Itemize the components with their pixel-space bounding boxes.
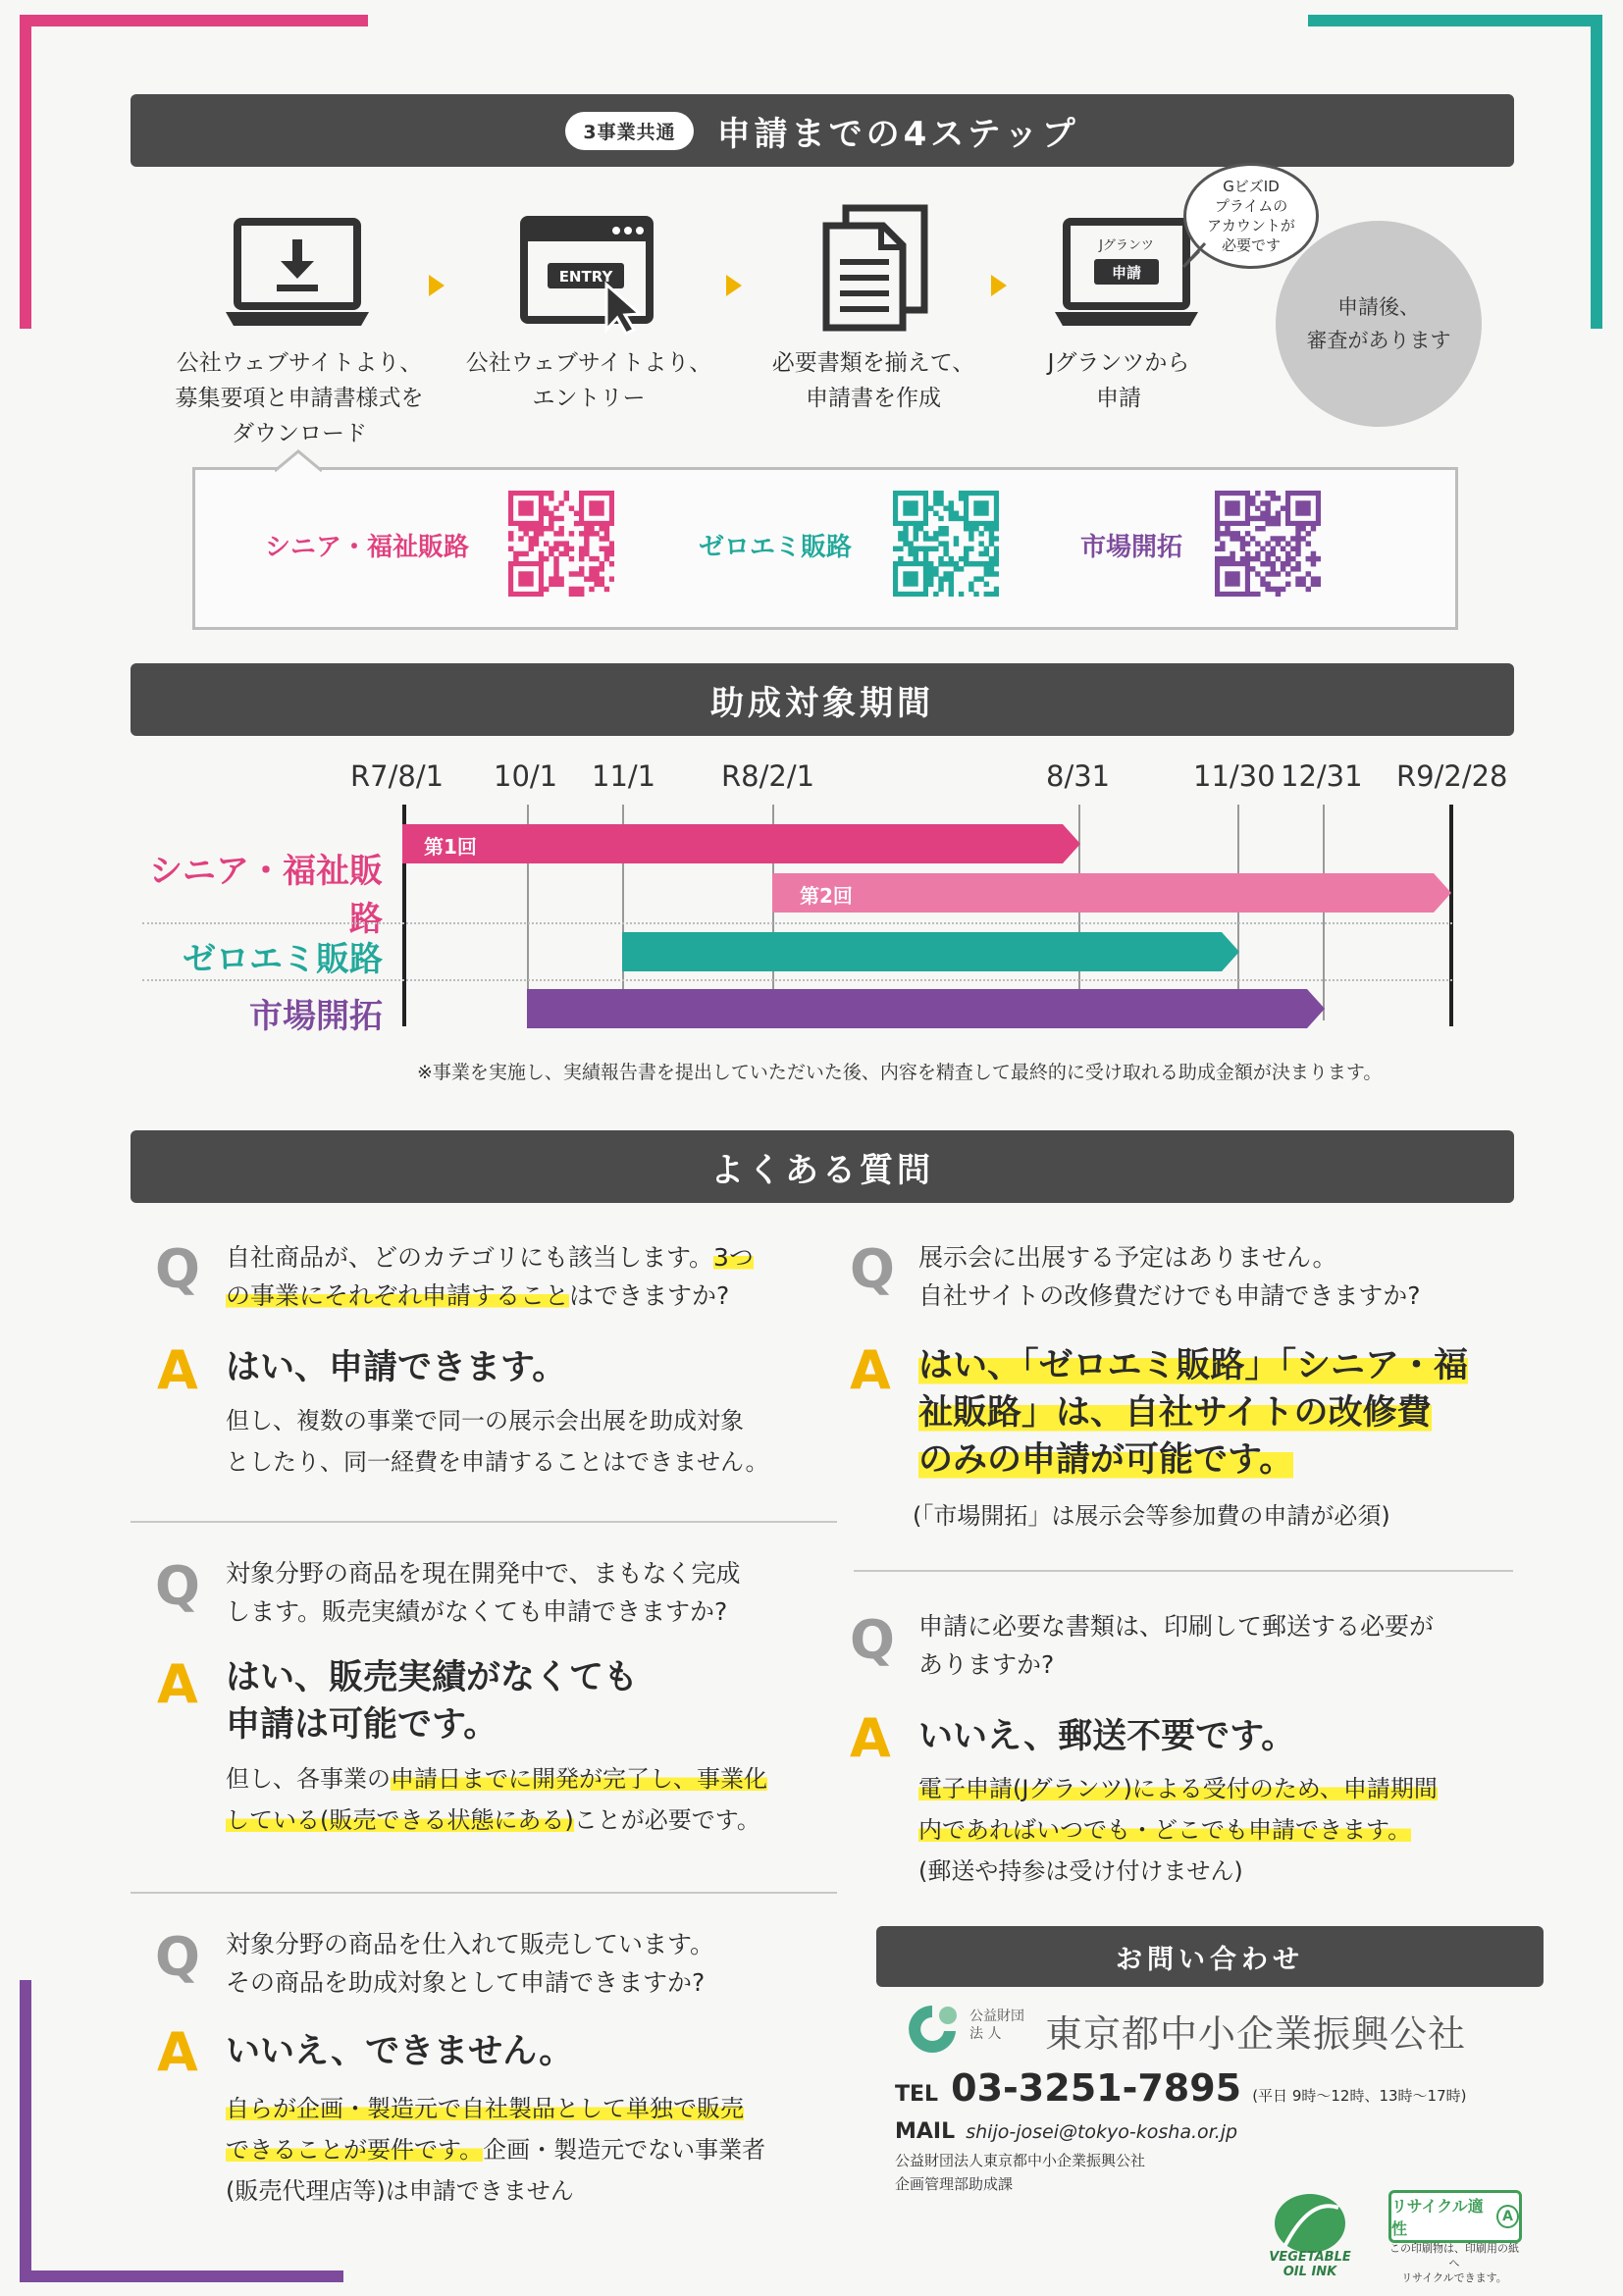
- a-mark: A: [157, 1653, 198, 1715]
- q-mark: Q: [155, 1926, 200, 1988]
- recycle-note-line: リサイクルできます。: [1401, 2271, 1507, 2284]
- tel-row: [895, 2066, 1466, 2110]
- corner-accent-purple: [20, 2270, 343, 2282]
- a-mark: A: [157, 1339, 198, 1401]
- dept-info: [895, 2149, 1145, 2196]
- q-text: 自社サイトの改修費だけでも申請できますか?: [918, 1281, 1421, 1310]
- timeline-tick-label: 11/30: [1193, 759, 1276, 793]
- bubble-line: プライムの: [1214, 197, 1288, 215]
- jgrants-apply-text: 申請: [1111, 264, 1142, 282]
- answer-highlight: のみの申請が可能です。: [918, 1440, 1294, 1480]
- note-highlight: している(販売できる状態にある): [226, 1806, 574, 1834]
- dept-line: 企画管理部助成課: [895, 2175, 1014, 2193]
- q-text: 対象分野の商品を現在開発中で、まもなく完成: [226, 1559, 741, 1588]
- faq-5-question: [918, 1607, 1527, 1684]
- note-text: (販売代理店等)は申請できません: [226, 2177, 574, 2205]
- note-text: 但し、各事業の: [226, 1765, 391, 1793]
- q-text: 展示会に出展する予定はありません。: [918, 1243, 1337, 1272]
- faq-4-note: (「市場開拓」は展示会等参加費の申請が必須): [913, 1502, 1390, 1530]
- kosha-logo-icon: [903, 2002, 962, 2053]
- faq-5-note: [918, 1768, 1527, 1892]
- caption-line: ダウンロード: [232, 421, 367, 446]
- caption-line: エントリー: [532, 386, 646, 411]
- faq-2-question: [226, 1554, 834, 1631]
- note-line: 但し、複数の事業で同一の展示会出展を助成対象: [226, 1407, 744, 1435]
- timeline-bar-tag: 第1回: [424, 835, 477, 859]
- caption-line: 申請: [1096, 386, 1141, 411]
- timeline-row-divider: [142, 979, 1452, 981]
- note-highlight: できることが要件です。: [226, 2136, 484, 2164]
- bubble-line: アカウントが: [1207, 217, 1295, 235]
- q-text: はできますか?: [569, 1281, 730, 1310]
- corner-accent-purple-vertical: [20, 1980, 31, 2282]
- timeline-gridline: [1237, 805, 1239, 1020]
- faq-4-question: [918, 1238, 1527, 1315]
- caption-line: 公社ウェブサイトより、: [465, 350, 712, 376]
- recycle-note: [1386, 2241, 1523, 2285]
- qr-label-senior: シニア・福祉販路: [265, 533, 470, 562]
- vegetable-oil-ink-mark: [1256, 2188, 1364, 2278]
- faq-5-answer: いいえ、郵送不要です。: [918, 1717, 1296, 1756]
- org-prefix-line: 公益財団: [969, 2009, 1024, 2024]
- entry-text: ENTRY: [558, 268, 613, 286]
- faq-divider: [131, 1892, 837, 1894]
- period-footnote: ※事業を実施し、実績報告書を提出していただいた後、内容を精査して最終的に受け取れる助成金額が決まります。: [417, 1062, 1383, 1083]
- a-mark: A: [850, 1339, 891, 1401]
- dept-line: 公益財団法人東京都中小企業振興公社: [895, 2152, 1146, 2169]
- timeline-row-divider: [142, 922, 1452, 924]
- tel-hours: (平日 9時～12時、13時～17時): [1252, 2087, 1467, 2105]
- q-text: 申請に必要な書類は、印刷して郵送する必要が: [918, 1612, 1435, 1641]
- q-text: ありますか?: [918, 1650, 1055, 1679]
- review-note-line: 申請後、: [1337, 295, 1420, 319]
- faq-1-question: [226, 1238, 814, 1315]
- a-mark: A: [850, 1707, 891, 1769]
- timeline-bar: [622, 932, 1239, 971]
- caption-line: 必要書類を揃えて、: [771, 350, 975, 376]
- timeline-bar-tag: 第2回: [800, 884, 853, 908]
- timeline-gridline: [1323, 805, 1325, 1020]
- tel-label: TEL: [895, 2082, 939, 2107]
- note-text: ことが必要です。: [573, 1806, 760, 1834]
- faq-1-note: [226, 1400, 834, 1483]
- review-note-line: 審査があります: [1306, 329, 1451, 352]
- recycle-mark: [1388, 2190, 1522, 2243]
- steps-title: 申請までの4ステップ: [716, 114, 1079, 154]
- caption-line: 申請書を作成: [806, 386, 941, 411]
- q-text: します。販売実績がなくても申請できますか?: [226, 1597, 728, 1626]
- q-mark: Q: [155, 1238, 200, 1300]
- note-highlight: 内であればいつでも・どこでも申請できます。: [918, 1816, 1412, 1844]
- timeline-tick-label: R9/2/28: [1396, 759, 1508, 793]
- q-highlight: 3つ: [713, 1243, 754, 1272]
- q-text: その商品を助成対象として申請できますか?: [226, 1968, 706, 1997]
- faq-2-note: [226, 1758, 834, 1841]
- timeline-tick-label: 10/1: [494, 759, 558, 793]
- note-highlight: 電子申請(Jグランツ)による受付のため、申請期間: [918, 1775, 1438, 1802]
- faq-3-note: [226, 2088, 854, 2212]
- a-mark: A: [157, 2021, 198, 2083]
- recycle-title: リサイクル適性: [1391, 2197, 1484, 2238]
- qr-label-market: 市場開拓: [1080, 533, 1183, 562]
- timeline-row-label: シニア・福祉販路: [149, 852, 383, 939]
- q-text: 対象分野の商品を仕入れて販売しています。: [226, 1930, 715, 1958]
- q-text: 自社商品が、どのカテゴリにも該当します。: [226, 1243, 714, 1272]
- note-highlight: 自らが企画・製造元で自社製品として単独で販売: [226, 2095, 744, 2122]
- faq-divider: [131, 1521, 837, 1523]
- faq-4-answer: [918, 1342, 1546, 1484]
- bubble-line: 必要です: [1221, 236, 1281, 254]
- note-text: (郵送や持参は受け付けません): [918, 1857, 1243, 1885]
- answer-highlight: 祉販路」は、自社サイトの改修費: [918, 1393, 1432, 1433]
- q-mark: Q: [850, 1238, 895, 1300]
- faq-3-question: [226, 1925, 834, 2002]
- answer-line: はい、販売実績がなくても: [226, 1658, 639, 1697]
- timeline-tick-label: R7/8/1: [350, 759, 445, 793]
- answer-highlight: はい、「ゼロエミ販路」「シニア・福: [918, 1346, 1469, 1385]
- q-highlight: の事業にそれぞれ申請すること: [226, 1281, 570, 1310]
- recycle-grade: A: [1496, 2205, 1519, 2228]
- caption-line: Jグランツから: [1047, 350, 1190, 376]
- veg-ink-line: VEGETABLE: [1269, 2250, 1351, 2265]
- org-name: 東京都中小企業振興公社: [1045, 2012, 1467, 2056]
- veg-ink-line: OIL INK: [1283, 2265, 1337, 2278]
- timeline-row-label: ゼロエミ販路: [183, 940, 383, 979]
- mail-row: [895, 2119, 1237, 2144]
- note-text: 企画・製造元でない事業者: [483, 2136, 766, 2164]
- answer-line: 申請は可能です。: [226, 1705, 498, 1745]
- timeline-row-label: 市場開拓: [249, 997, 383, 1036]
- timeline-tick-label: 11/1: [592, 759, 656, 793]
- faq-2-answer: [226, 1654, 638, 1748]
- timeline-tick-label: 12/31: [1281, 759, 1363, 793]
- mail-address[interactable]: shijo-josei@tokyo-kosha.or.jp: [966, 2121, 1238, 2143]
- recycle-note-line: この印刷物は、印刷用の紙へ: [1389, 2242, 1519, 2270]
- timeline-bar: [772, 873, 1451, 913]
- timeline-bar: [402, 824, 1080, 863]
- faq-title: よくある質問: [710, 1150, 934, 1190]
- faq-header-bar: [131, 1130, 1514, 1203]
- q-mark: Q: [155, 1555, 200, 1617]
- period-title: 助成対象期間: [710, 683, 934, 723]
- faq-1-answer: はい、申請できます。: [226, 1348, 567, 1387]
- q-mark: Q: [850, 1609, 895, 1671]
- mail-label: MAIL: [895, 2119, 956, 2144]
- note-highlight: 申請日までに開発が完了し、事業化: [391, 1765, 767, 1793]
- caption-line: 募集要項と申請書様式を: [175, 386, 424, 411]
- org-prefix: [969, 2008, 1024, 2043]
- timeline-tick-label: 8/31: [1046, 759, 1111, 793]
- faq-divider: [854, 1570, 1513, 1572]
- timeline-gridline: [1449, 805, 1453, 1026]
- org-prefix-line: 法 人: [969, 2026, 1002, 2042]
- common-pill: 3事業共通: [565, 112, 693, 150]
- tel-number[interactable]: 03-3251-7895: [951, 2066, 1242, 2110]
- timeline-tick-label: R8/2/1: [721, 759, 815, 793]
- timeline-bar: [527, 989, 1325, 1028]
- qr-label-zeroemi: ゼロエミ販路: [699, 533, 853, 562]
- gantt-chart: [0, 0, 1623, 1099]
- contact-title: お問い合わせ: [1116, 1944, 1304, 1975]
- note-line: としたり、同一経費を申請することはできません。: [226, 1448, 769, 1476]
- bubble-line: GビズID: [1223, 178, 1280, 195]
- faq-3-answer: いいえ、できません。: [226, 2032, 574, 2071]
- jgrants-screen-text: Jグランツ: [1099, 238, 1154, 253]
- contact-header-bar: [876, 1926, 1544, 1987]
- caption-line: 公社ウェブサイトより、: [176, 350, 423, 376]
